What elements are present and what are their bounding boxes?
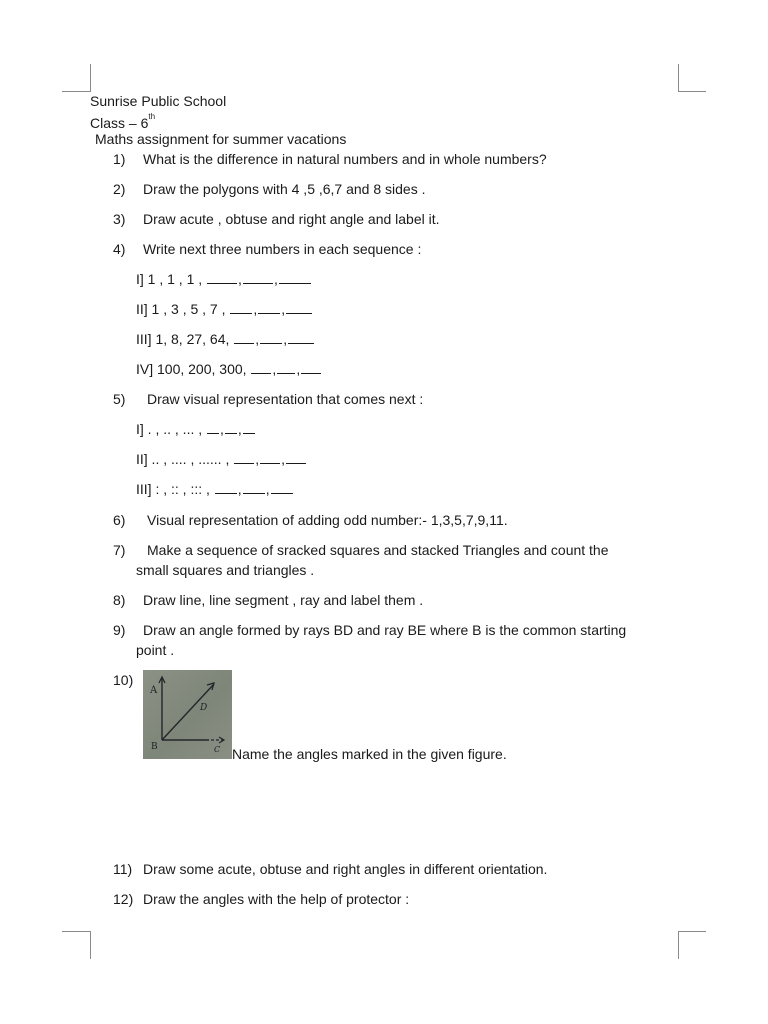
arrow-head-d — [207, 683, 214, 690]
question-text-continued: point . — [136, 642, 175, 658]
answer-blank — [260, 462, 280, 464]
question-number: 2) — [113, 181, 126, 197]
sequence-line: IV] 100, 200, 300, , , — [136, 361, 322, 377]
crop-mark-top-left-v — [90, 64, 91, 92]
answer-blank — [271, 492, 293, 494]
school-name: Sunrise Public School — [90, 93, 227, 109]
visual-sequence-line: II] .. , .... , ...... , , , — [136, 451, 307, 467]
question-text: Visual representation of adding odd number:- 1,3,5,7,9,11. — [147, 512, 508, 528]
question-text: What is the difference in natural numbers and in whole numbers? — [143, 151, 547, 167]
sequence-line: III] 1, 8, 27, 64, , , — [136, 331, 315, 347]
visual-terms: II] .. , .... , ...... , — [136, 451, 230, 467]
question-number: 6) — [113, 512, 126, 528]
question-text: Draw line, line segment , ray and label them . — [143, 592, 424, 608]
question-text: Draw some acute, obtuse and right angles in different orientation. — [143, 861, 548, 877]
visual-sequence-line: III] : , :: , ::: , , , — [136, 481, 294, 497]
answer-blank — [277, 372, 295, 374]
question-text: Draw acute , obtuse and right angle and label it. — [143, 211, 440, 227]
answer-blank — [225, 432, 237, 434]
sequence-terms: II] 1 , 3 , 5 , 7 , — [136, 301, 226, 317]
crop-mark-bottom-left-v — [90, 931, 91, 959]
sequence-line: II] 1 , 3 , 5 , 7 , , , — [136, 301, 313, 317]
question-number: 4) — [113, 241, 126, 257]
crop-mark-bottom-right-v — [678, 931, 679, 959]
sequence-terms: III] 1, 8, 27, 64, — [136, 331, 230, 347]
sequence-terms: IV] 100, 200, 300, — [136, 361, 247, 377]
angle-figure-photo — [143, 670, 232, 759]
question-number: 11) — [113, 861, 133, 877]
answer-blank — [207, 282, 237, 284]
question-text: Draw the polygons with 4 ,5 ,6,7 and 8 sides . — [143, 181, 426, 197]
answer-blank — [286, 462, 306, 464]
crop-mark-top-right-v — [678, 64, 679, 92]
answer-blank — [243, 282, 273, 284]
sequence-line: I] 1 , 1 , 1 , , , — [136, 271, 312, 287]
class-suffix: th — [148, 112, 156, 121]
question-text-continued: small squares and triangles . — [136, 562, 315, 578]
question-number: 5) — [113, 391, 126, 407]
crop-mark-top-left-h — [62, 91, 90, 92]
question-number: 12) — [113, 891, 134, 907]
answer-blank — [301, 372, 321, 374]
answer-blank — [207, 432, 219, 434]
answer-blank — [260, 342, 282, 344]
angle-diagram — [143, 670, 232, 759]
question-number: 3) — [113, 211, 126, 227]
question-text: Draw the angles with the help of protector : — [143, 891, 410, 907]
label-b: B — [151, 742, 158, 752]
crop-mark-bottom-right-h — [678, 931, 706, 932]
question-text: Draw visual representation that comes next : — [147, 391, 424, 407]
answer-blank — [243, 492, 265, 494]
question-number: 1) — [113, 151, 126, 167]
question-number: 9) — [113, 622, 126, 638]
label-a: A — [150, 685, 158, 696]
answer-blank — [230, 312, 252, 314]
question-text: Make a sequence of sracked squares and stacked Triangles and count the — [147, 542, 609, 558]
answer-blank — [258, 312, 280, 314]
question-number: 10) — [113, 672, 134, 688]
crop-mark-bottom-left-h — [62, 931, 90, 932]
question-number: 8) — [113, 592, 126, 608]
assignment-title: Maths assignment for summer vacations — [95, 131, 347, 147]
answer-blank — [234, 342, 254, 344]
answer-blank — [215, 492, 237, 494]
question-text: Write next three numbers in each sequence : — [143, 241, 422, 257]
answer-blank — [251, 372, 271, 374]
visual-sequence-line: I] . , .. , ... , , , — [136, 421, 256, 437]
class-line — [90, 112, 155, 131]
visual-terms: I] . , .. , ... , — [136, 421, 203, 437]
answer-blank — [234, 462, 254, 464]
answer-blank — [243, 432, 255, 434]
question-text: Name the angles marked in the given figure. — [232, 746, 507, 762]
answer-blank — [286, 312, 312, 314]
class-label: Class – 6 — [90, 115, 149, 131]
label-d: D — [200, 703, 208, 713]
question-text: Draw an angle formed by rays BD and ray BE where B is the common starting — [143, 622, 627, 638]
crop-mark-top-right-h — [678, 91, 706, 92]
answer-blank — [288, 342, 314, 344]
label-c: C — [214, 745, 221, 754]
question-number: 7) — [113, 542, 126, 558]
visual-terms: III] : , :: , ::: , — [136, 481, 210, 497]
answer-blank — [279, 282, 311, 284]
sequence-terms: I] 1 , 1 , 1 , — [136, 271, 203, 287]
